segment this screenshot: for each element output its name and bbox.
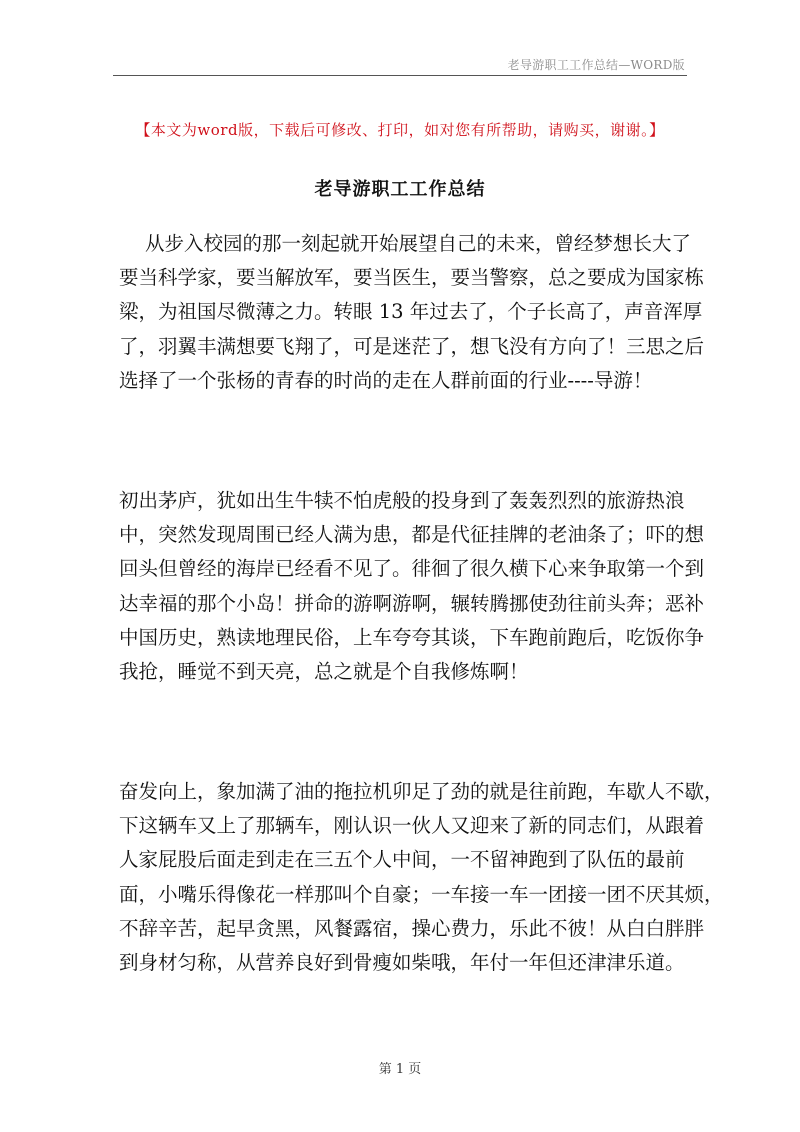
paragraph-line: 从步入校园的那一刻起就开始展望自己的未来，曾经梦想长大了: [145, 232, 692, 255]
paragraph-line: 中，突然发现周围已经人满为患，都是代征挂牌的老油条了；吓的想: [119, 523, 705, 547]
document-title: 老导游职工工作总结: [314, 179, 486, 200]
paragraph-line: 人家屁股后面走到走在三五个人中间，一不留神跑到了队伍的最前: [119, 848, 685, 872]
paragraph-line: 中国历史，熟读地理民俗，上车夸夸其谈，下车跑前跑后，吃饭你争: [119, 625, 705, 649]
paragraph-line: 回头但曾经的海岸已经看不见了。徘徊了很久横下心来争取第一个到: [119, 557, 705, 581]
paragraph-2: [119, 484, 705, 689]
paragraph-line: 梁，为祖国尽微薄之力。转眼 13 年过去了，个子长高了，声音浑厚: [119, 300, 703, 324]
paragraph-line: 到身材匀称，从营养良好到骨瘦如柴哦，年付一年但还津津乐道。: [119, 950, 685, 974]
paragraph-3: [119, 775, 724, 980]
paragraph-line: 不辞辛苦，起早贪黑，风餐露宿，操心费力，乐此不彼！从白白胖胖: [119, 916, 705, 940]
paragraph-line: 了，羽翼丰满想要飞翔了，可是迷茫了，想飞没有方向了！三思之后: [119, 334, 705, 358]
paragraph-line: 选择了一个张杨的青春的时尚的走在人群前面的行业----导游！: [119, 368, 653, 392]
paragraph-line: 要当科学家，要当解放军，要当医生，要当警察，总之要成为国家栋: [119, 266, 705, 290]
paragraph-line: 初出茅庐，犹如出生牛犊不怕虎般的投身到了轰轰烈烈的旅游热浪: [119, 489, 685, 512]
paragraph-1: [119, 227, 705, 398]
header-divider: [113, 75, 687, 76]
paragraph-line: 下这辆车又上了那辆车，刚认识一伙人又迎来了新的同志们，从跟着: [119, 814, 705, 838]
download-notice: 【本文为word版，下载后可修改、打印，如对您有所帮助，请购买，谢谢。】: [135, 121, 665, 139]
paragraph-line: 奋发向上，象加满了油的拖拉机卯足了劲的就是往前跑，车歇人不歇，: [119, 780, 724, 803]
paragraph-line: 面，小嘴乐得像花一样那叫个自豪；一车接一车一团接一团不厌其烦，: [119, 882, 724, 906]
page-number: 第 1 页: [378, 1062, 422, 1077]
paragraph-line: 我抢，睡觉不到天亮，总之就是个自我修炼啊！: [119, 659, 529, 683]
paragraph-line: 达幸福的那个小岛！拼命的游啊游啊，辗转腾挪使劲往前头奔；恶补: [119, 591, 705, 615]
running-header: 老导游职工工作总结—WORD版: [507, 58, 685, 72]
